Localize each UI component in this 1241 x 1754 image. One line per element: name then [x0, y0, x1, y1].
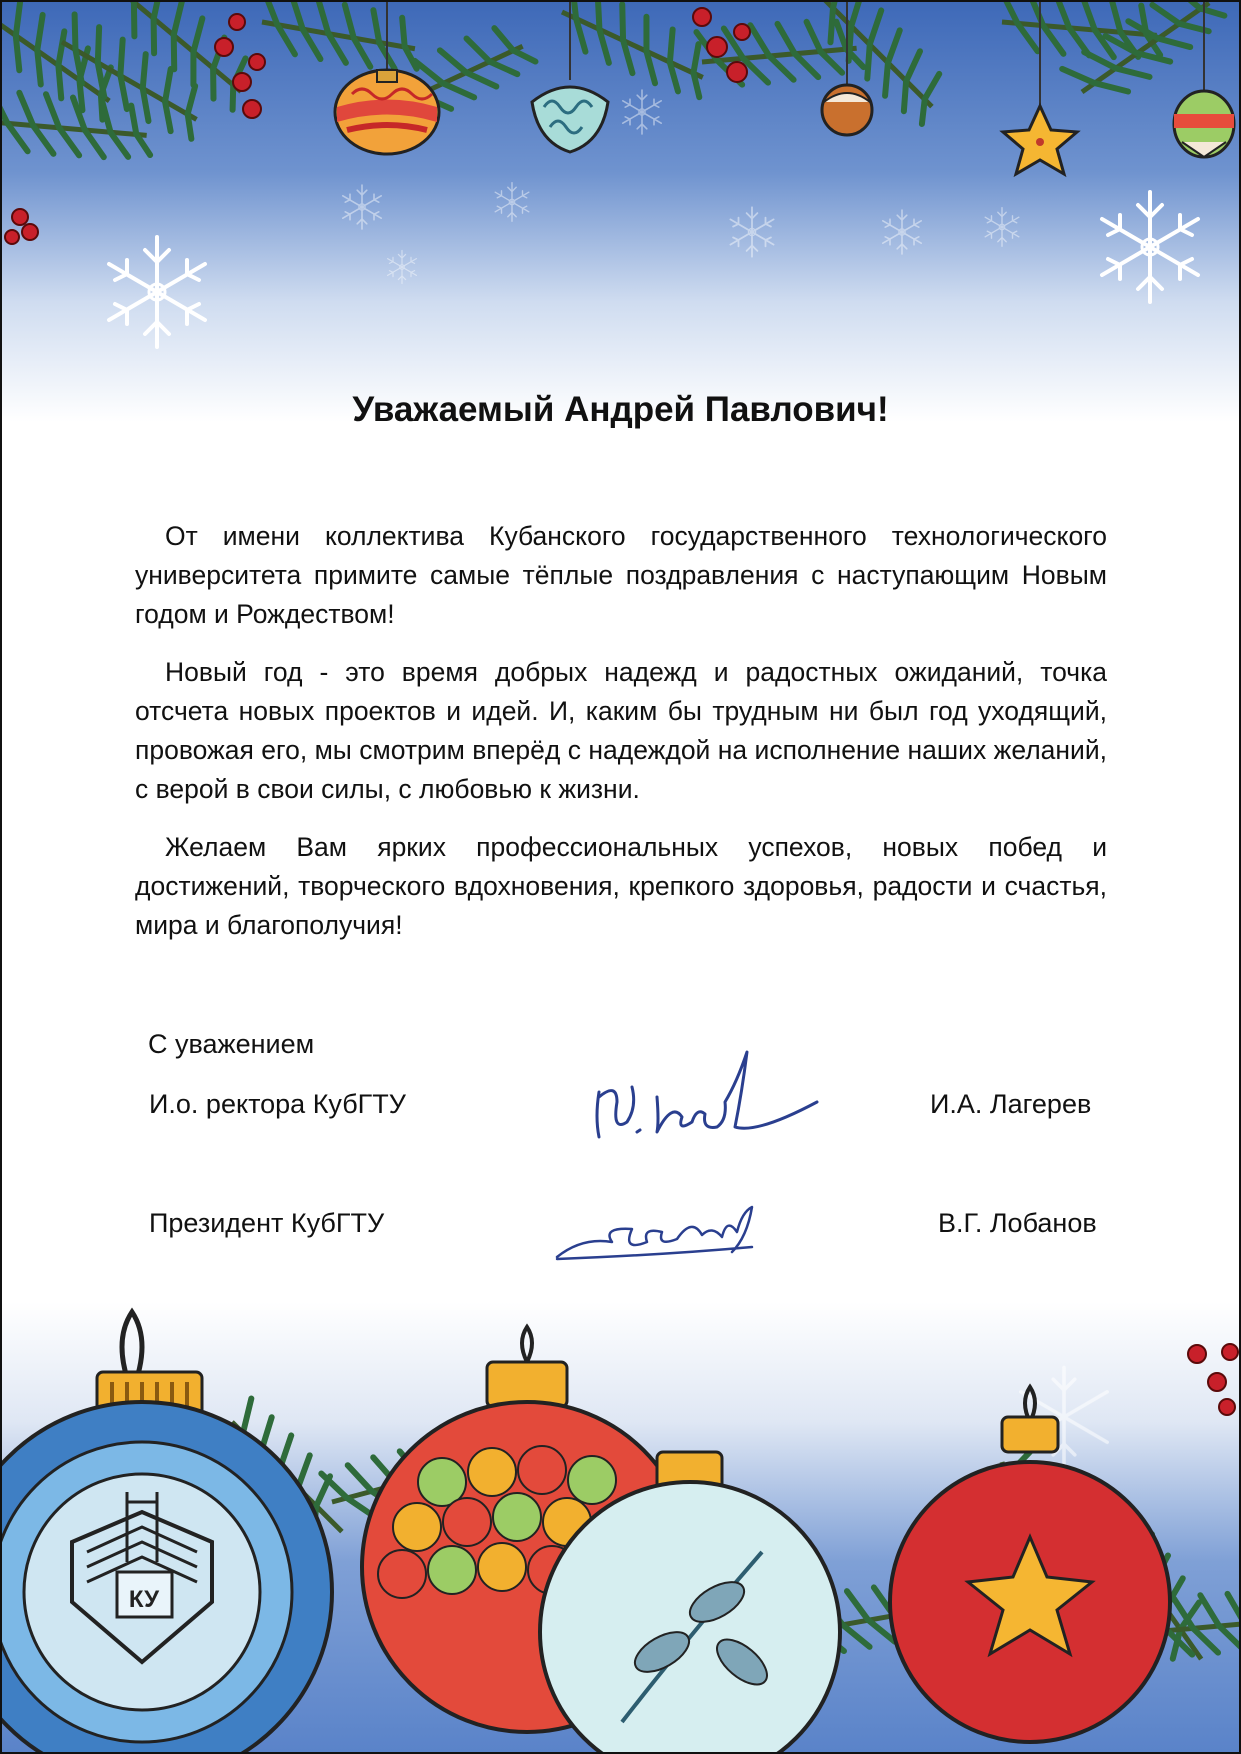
signature-rector — [587, 1042, 827, 1152]
paragraph: От имени коллектива Кубанского государственного технологического университета примите самые тёплые поздравления с наступающим Новым годом и Рождеством! — [135, 521, 1107, 629]
snowflake-icon — [109, 237, 205, 347]
ornament-ball-icon — [2, 1312, 332, 1752]
bottom-decoration — [2, 1302, 1239, 1752]
logo-letters: КУ — [128, 1586, 160, 1613]
top-decoration — [2, 2, 1239, 362]
paragraph: Новый год - это время добрых надежд и радостных ожиданий, точка отсчета новых проектов и идей. И, каким бы трудным ни был год уходящий, провожая его, мы смотрим вперёд с надеждой на исполнение наших желаний, с верой в свои силы, с любовью к жизни. — [135, 657, 1107, 804]
closing-line: С уважением — [148, 1029, 315, 1059]
signatory-position: Президент КубГТУ — [149, 1208, 385, 1238]
signatory-position: И.о. ректора КубГТУ — [149, 1089, 406, 1119]
snowflake-icon — [343, 90, 1019, 284]
snowflake-icon — [1102, 192, 1198, 302]
letter-body — [135, 517, 1107, 964]
signatory-name: И.А. Лагерев — [930, 1089, 1092, 1119]
signature-president — [552, 1197, 782, 1267]
berries-icon — [1188, 1344, 1238, 1415]
signatory-name: В.Г. Лобанов — [938, 1208, 1097, 1238]
letter-title: Уважаемый Андрей Павлович! — [352, 390, 889, 429]
paragraph: Желаем Вам ярких профессиональных успехов, новых побед и достижений, творческого вдохновения, крепкого здоровья, радости и счастья, мира и благополучия! — [135, 832, 1107, 940]
